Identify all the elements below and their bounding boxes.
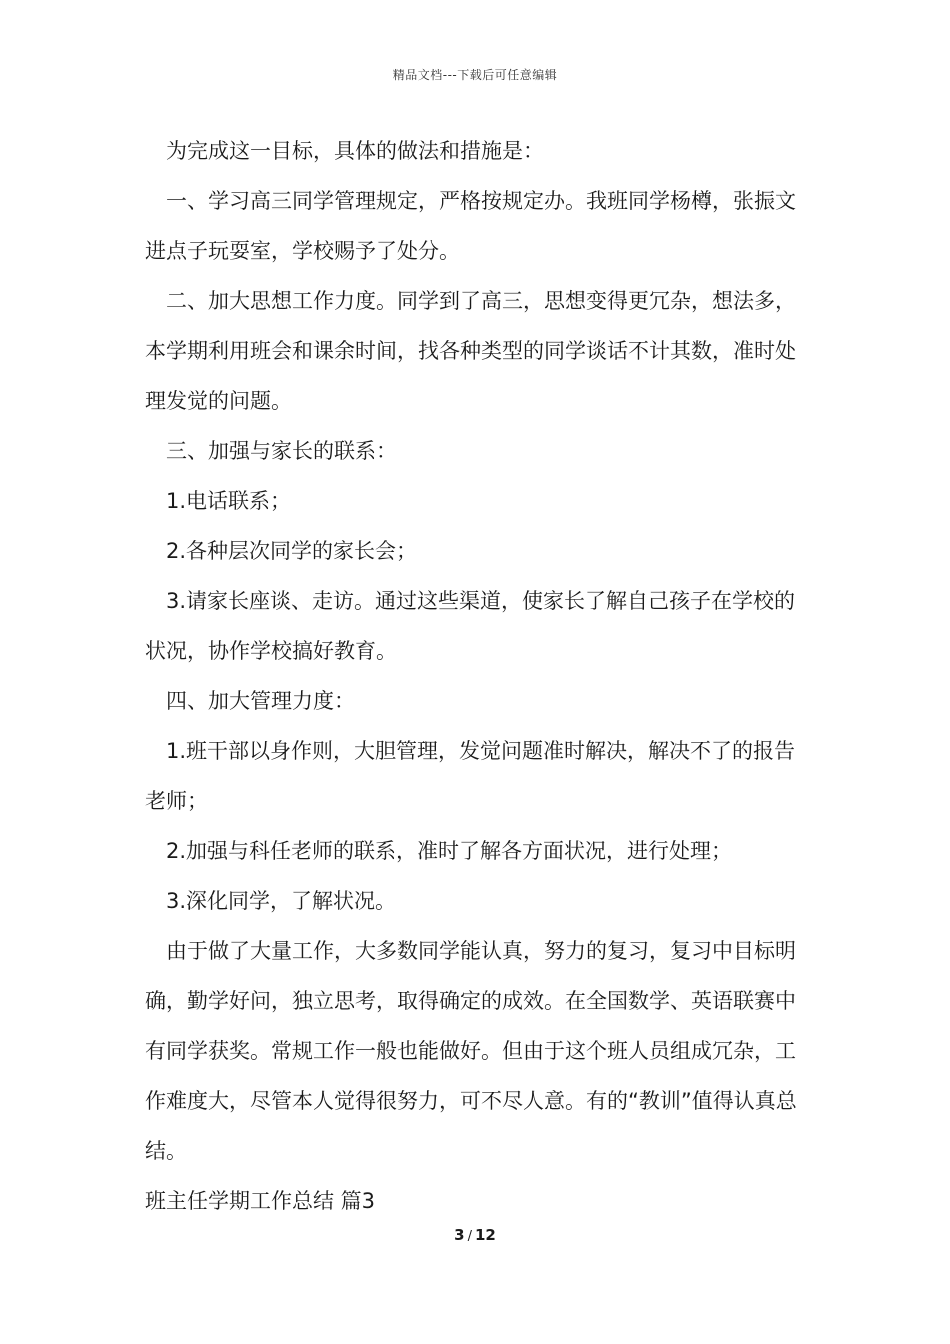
paragraph-item-4-2: 2.加强与科任老师的联系，准时了解各方面状况，进行处理； [166, 839, 733, 863]
paragraph-summary: 由于做了大量工作，大多数同学能认真，努力的复习，复习中目标明确，勤学好问，独立思考，取得确定的成效。在全国数学、英语联赛中有同学获奖。常规工作一般也能做好。但由于这个班人员组成冗杂，工作难度大，尽管本人觉得很努力，可不尽人意。有的“教训”值得认真总结。 [145, 939, 797, 1163]
paragraph-item-2: 二、加大思想工作力度。同学到了高三，思想变得更冗杂，想法多，本学期利用班会和课余时间，找各种类型的同学谈话不计其数，准时处理发觉的问题。 [145, 289, 796, 413]
total-page-count: 12 [474, 1226, 496, 1244]
paragraph-item-4-1: 1.班干部以身作则，大胆管理，发觉问题准时解决，解决不了的报告老师； [145, 739, 796, 813]
page-header: 精品文档---下载后可任意编辑 [392, 68, 558, 82]
paragraph-item-3-2: 2.各种层次同学的家长会； [166, 539, 418, 563]
page-separator: / [467, 1229, 472, 1244]
section-title: 班主任学期工作总结 篇3 [145, 1189, 376, 1213]
paragraph-item-1: 一、学习高三同学管理规定，严格按规定办。我班同学杨樽，张振文进点子玩耍室，学校赐予了处分。 [145, 189, 796, 263]
paragraph-item-3-3: 3.请家长座谈、走访。通过这些渠道，使家长了解自己孩子在学校的状况，协作学校搞好教育。 [145, 589, 796, 663]
paragraph-item-3: 三、加强与家长的联系： [166, 439, 397, 463]
paragraph-item-4-3: 3.深化同学，了解状况。 [166, 889, 397, 913]
paragraph-item-4: 四、加大管理力度： [166, 689, 355, 713]
paragraph-intro: 为完成这一目标，具体的做法和措施是： [166, 139, 544, 163]
paragraph-item-3-1: 1.电话联系； [166, 489, 292, 513]
document-body [145, 126, 815, 1226]
page-number [0, 1226, 950, 1244]
current-page-number: 3 [454, 1226, 465, 1244]
